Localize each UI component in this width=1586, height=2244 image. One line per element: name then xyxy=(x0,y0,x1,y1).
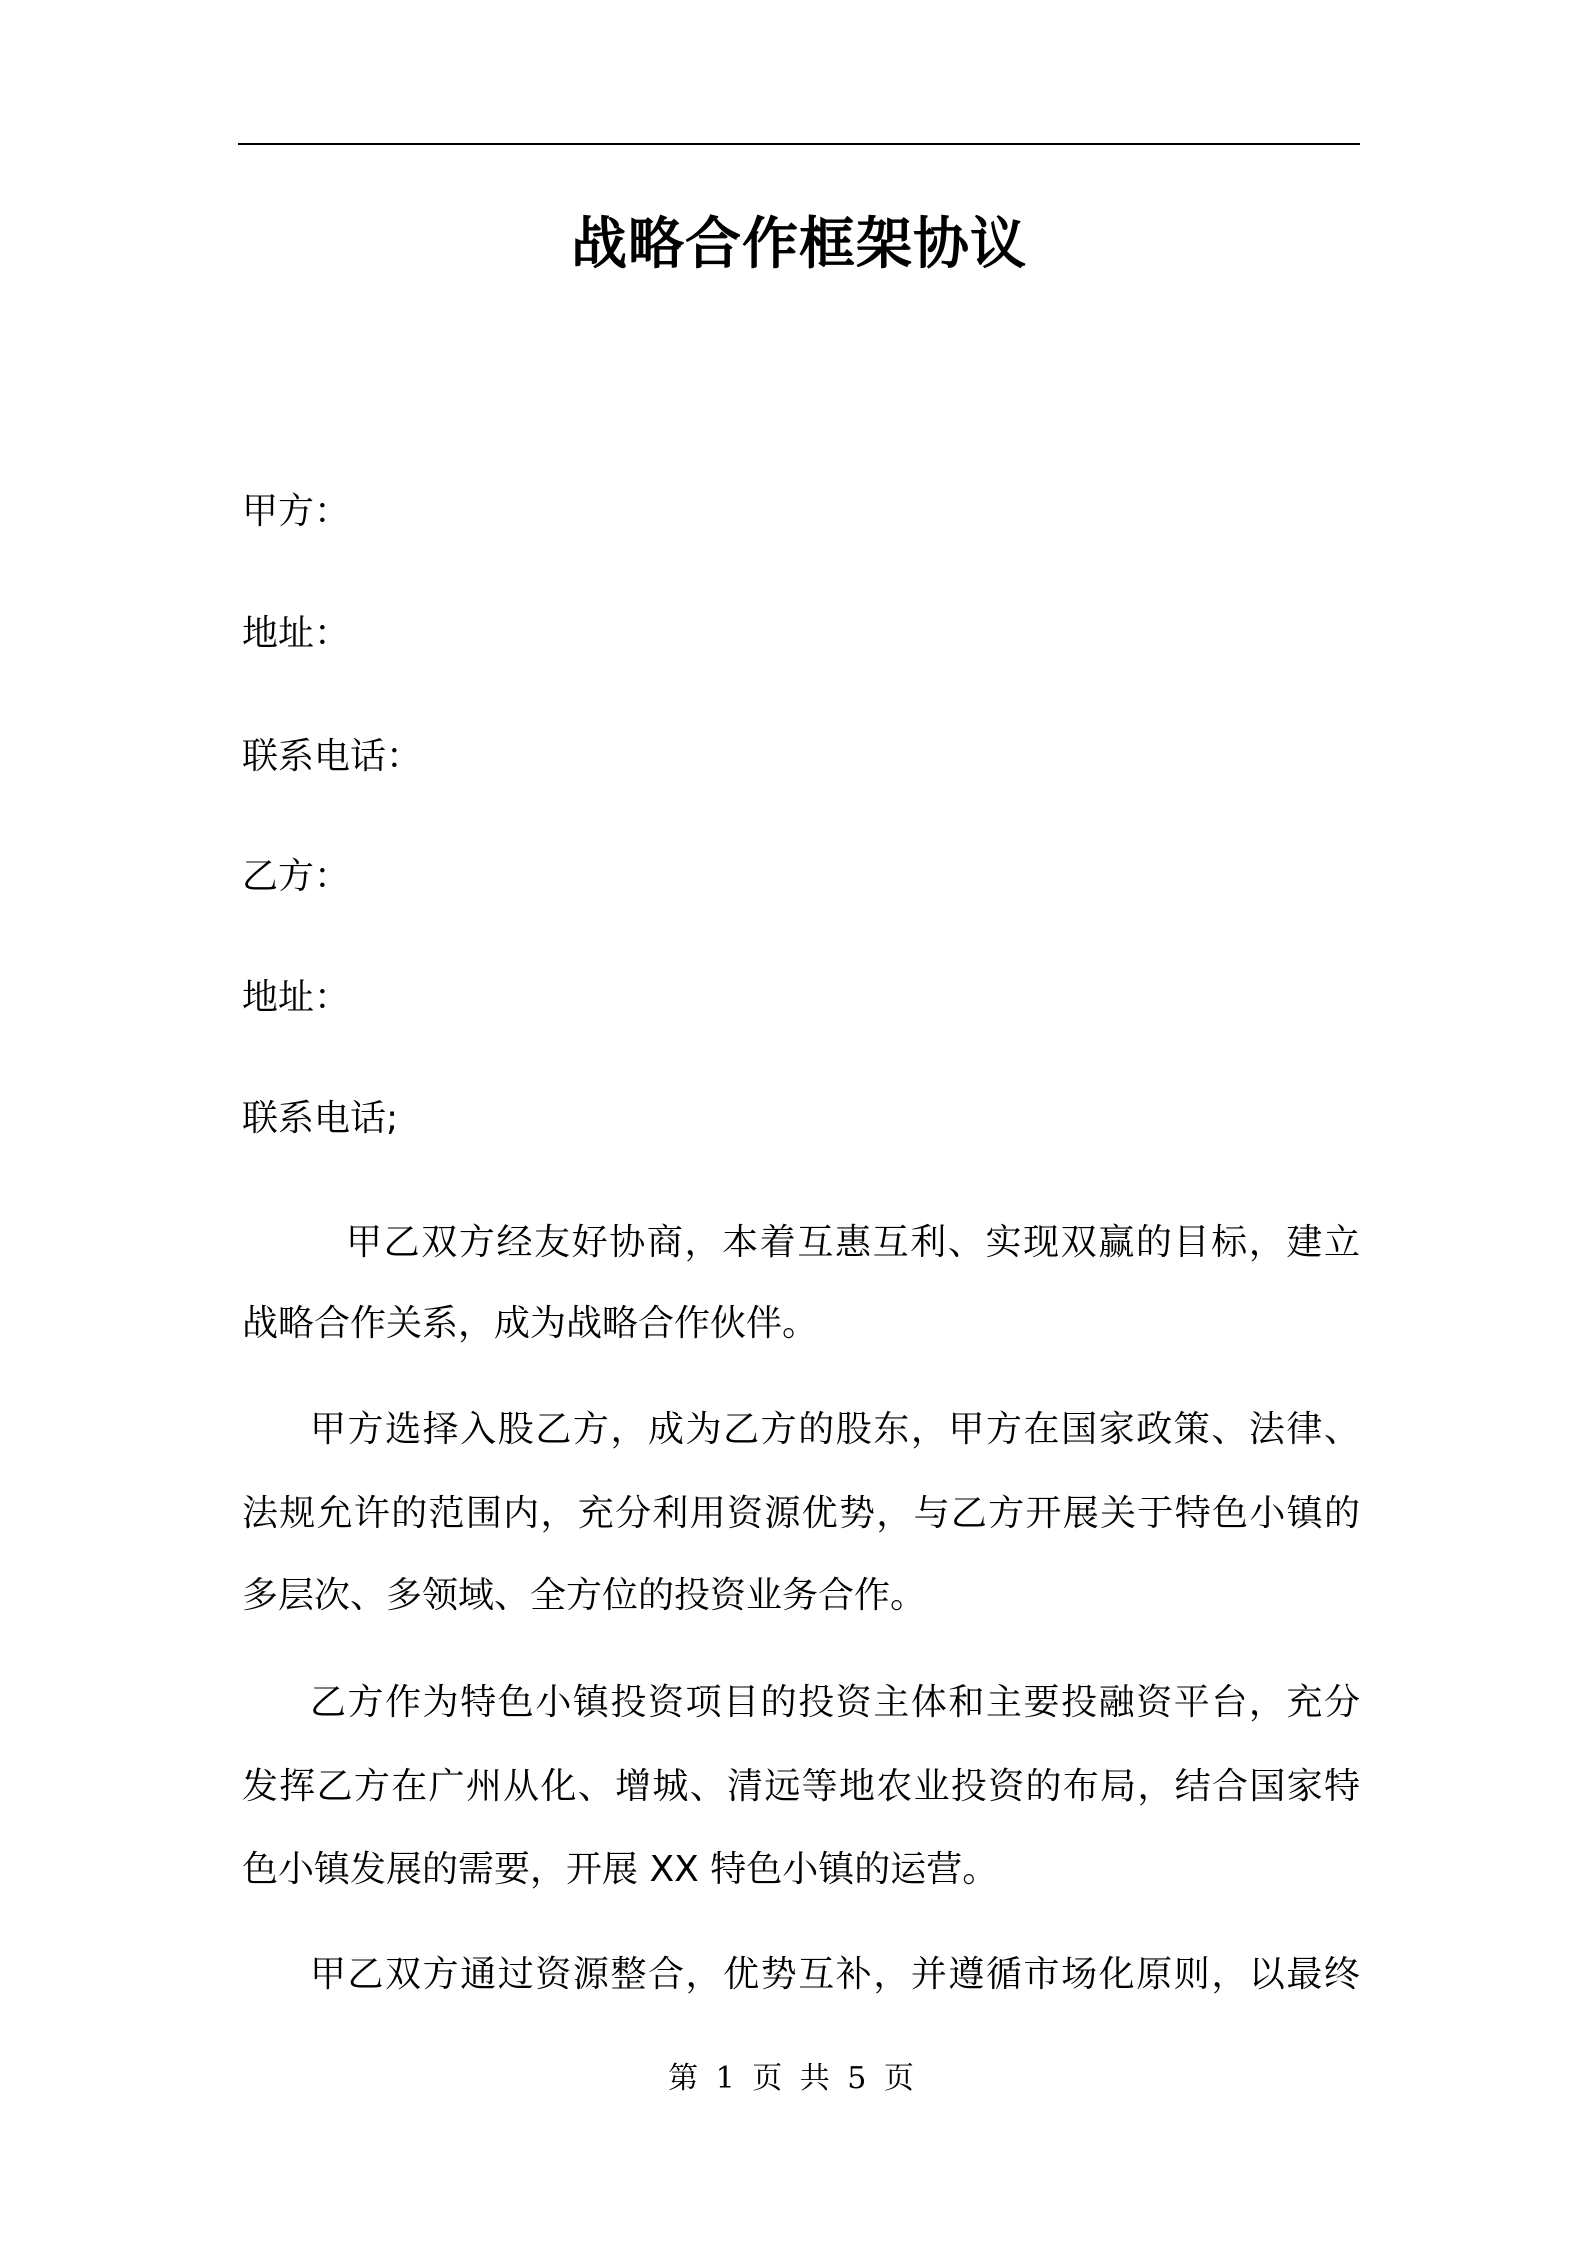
document-title: 战略合作框架协议 xyxy=(571,212,1027,277)
header-rule xyxy=(238,143,1360,145)
party-a-phone-label: 联系电话： xyxy=(242,736,423,777)
party-b-phone-label: 联系电话; xyxy=(242,1098,399,1139)
paragraph-line: 色小镇发展的需要，开展 XX 特色小镇的运营。 xyxy=(242,1849,999,1890)
page-number-footer: 第 1 页 共 5 页 xyxy=(668,2061,918,2096)
paragraph-line: 乙方作为特色小镇投资项目的投资主体和主要投融资平台，充分 xyxy=(310,1682,1360,1723)
party-a-label: 甲方： xyxy=(242,491,351,532)
paragraph-line: 法规允许的范围内，充分利用资源优势，与乙方开展关于特色小镇的 xyxy=(242,1493,1360,1534)
paragraph-line: 多层次、多领域、全方位的投资业务合作。 xyxy=(242,1575,927,1616)
paragraph-line: 甲乙双方通过资源整合，优势互补，并遵循市场化原则，以最终 xyxy=(310,1954,1360,1995)
paragraph-line: 甲方选择入股乙方，成为乙方的股东，甲方在国家政策、法律、 xyxy=(310,1409,1360,1450)
paragraph-line: 战略合作关系，成为战略合作伙伴。 xyxy=(242,1303,819,1344)
party-b-label: 乙方： xyxy=(242,856,351,897)
party-a-address-label: 地址： xyxy=(242,613,351,654)
party-b-address-label: 地址： xyxy=(242,977,351,1018)
paragraph-line: 甲乙双方经友好协商，本着互惠互利、实现双赢的目标，建立 xyxy=(346,1222,1360,1263)
paragraph-line: 发挥乙方在广州从化、增城、清远等地农业投资的布局，结合国家特 xyxy=(242,1766,1360,1807)
